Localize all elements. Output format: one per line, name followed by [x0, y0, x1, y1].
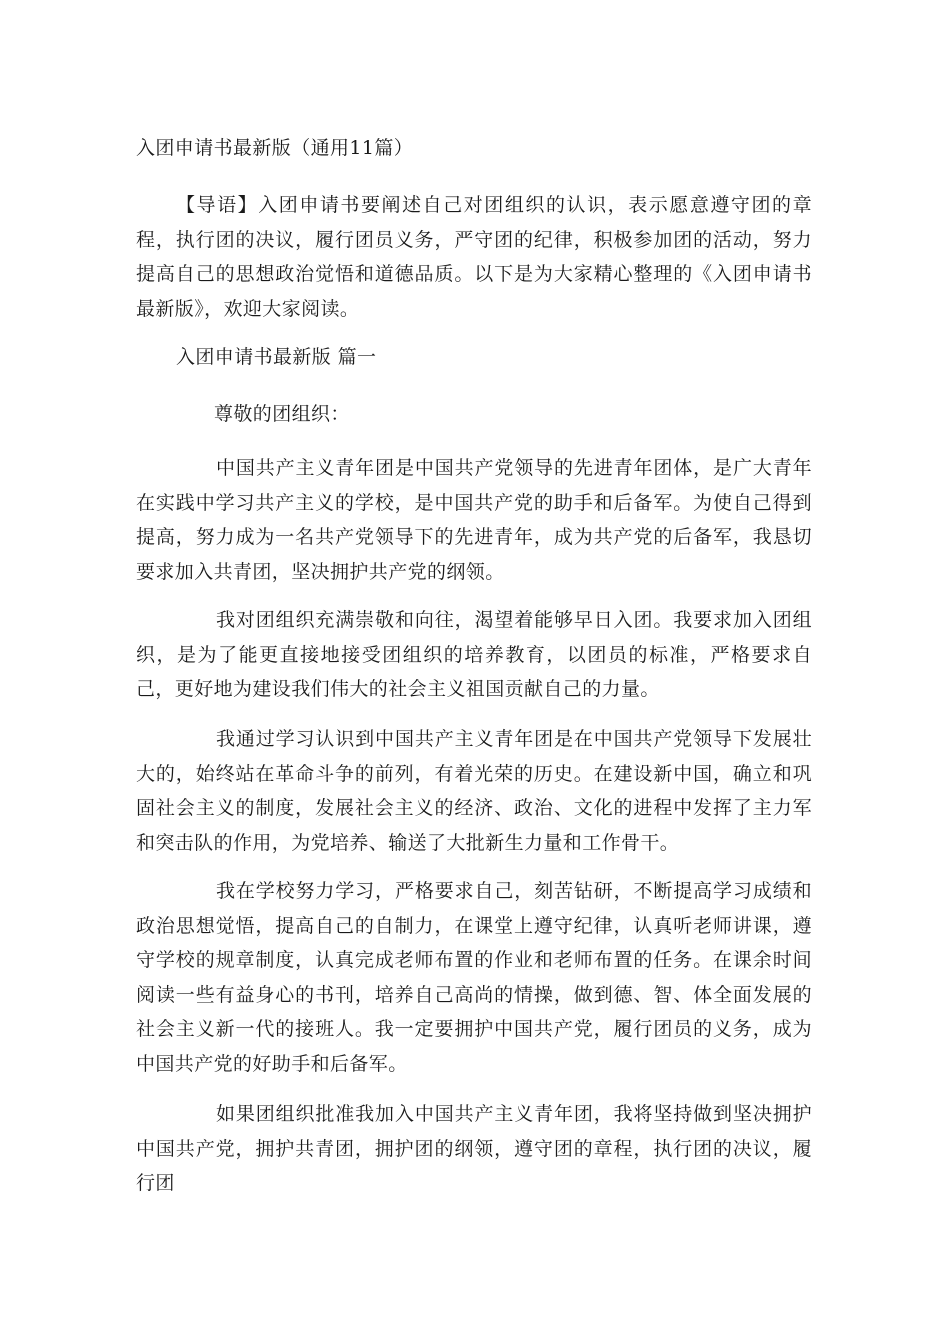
section-heading: 入团申请书最新版 篇一 [176, 346, 377, 368]
body-paragraph-3: 我通过学习认识到中国共产主义青年团是在中国共产党领导下发展壮大的，始终站在革命斗争的前列，有着光荣的历史。在建设新中国，确立和巩固社会主义的制度，发展社会主义的经济、政治、文化的进程中发挥了主力军和突击队的作用，为党培养、输送了大批新生力量和工作骨干。 [136, 728, 812, 854]
body-paragraph-1: 中国共产主义青年团是中国共产党领导的先进青年团体，是广大青年在实践中学习共产主义的学校，是中国共产党的助手和后备军。为使自己得到提高，努力成为一名共产党领导下的先进青年，成为共产党的后备军，我恳切要求加入共青团，坚决拥护共产党的纲领。 [136, 457, 812, 583]
document-title: 入团申请书最新版（通用11篇） [136, 137, 414, 159]
body-paragraph-2: 我对团组织充满崇敬和向往，渴望着能够早日入团。我要求加入团组织，是为了能更直接地接受团组织的培养教育，以团员的标准，严格要求自己，更好地为建设我们伟大的社会主义祖国贡献自己的力量。 [136, 609, 812, 700]
body-paragraph-4: 我在学校努力学习，严格要求自己，刻苦钻研，不断提高学习成绩和政治思想觉悟，提高自己的自制力，在课堂上遵守纪律，认真听老师讲课，遵守学校的规章制度，认真完成老师布置的作业和老师布置的任务。在课余时间阅读一些有益身心的书刊，培养自己高尚的情操，做到德、智、体全面发展的社会主义新一代的接班人。我一定要拥护中国共产党，履行团员的义务，成为中国共产党的好助手和后备军。 [136, 880, 812, 1075]
intro-paragraph: 【导语】入团申请书要阐述自己对团组织的认识，表示愿意遵守团的章程，执行团的决议，履行团员义务，严守团的纪律，积极参加团的活动，努力提高自己的思想政治觉悟和道德品质。以下是为大家精心整理的《入团申请书最新版》，欢迎大家阅读。 [136, 194, 812, 320]
body-paragraph-5: 如果团组织批准我加入中国共产主义青年团，我将坚持做到坚决拥护中国共产党，拥护共青团，拥护团的纲领，遵守团的章程，执行团的决议，履行团 [136, 1103, 812, 1194]
salutation: 尊敬的团组织： [214, 403, 350, 425]
